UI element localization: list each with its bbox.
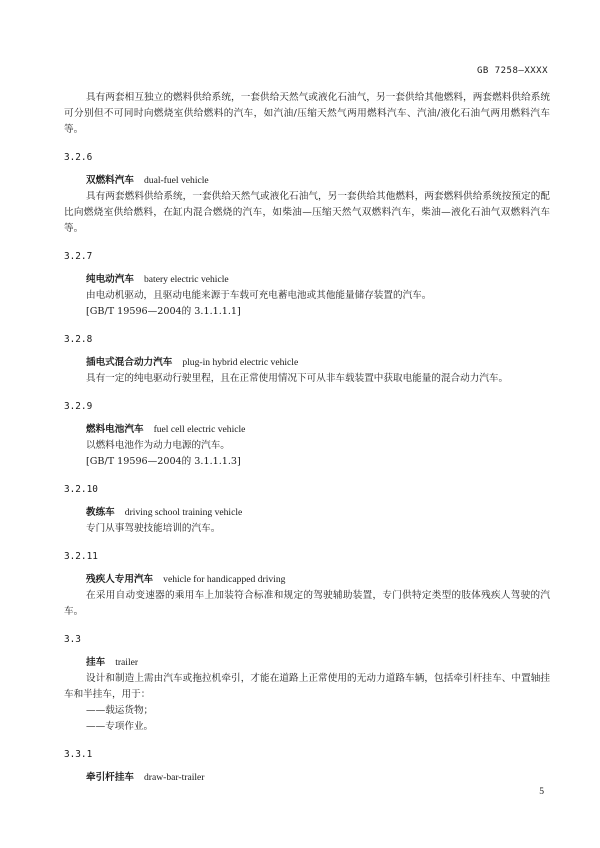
clause-number-3-2-6: 3.2.6 — [64, 152, 93, 163]
page-number: 5 — [539, 786, 544, 797]
term-en: fuel cell electric vehicle — [153, 424, 246, 435]
term-zh: 燃料电池汽车 — [86, 424, 144, 435]
term-driving-school — [64, 505, 550, 521]
definition-trailer: 设计和制造上需由汽车或拖拉机牵引，才能在道路上正常使用的无动力道路车辆，包括牵引杆挂车、中置轴挂车和半挂车，用于： — [64, 673, 550, 700]
term-zh: 牵引杆挂车 — [86, 772, 134, 783]
clause-number-3-2-11: 3.2.11 — [64, 551, 98, 562]
definition-driving-school: 专门从事驾驶技能培训的汽车。 — [86, 523, 221, 534]
term-handicapped-driving — [64, 572, 550, 588]
clause-number-3-3-1: 3.3.1 — [64, 749, 93, 760]
term-zh: 插电式混合动力汽车 — [86, 357, 173, 368]
list-item: ——专项作业。 — [86, 721, 154, 732]
term-en: driving school training vehicle — [124, 507, 243, 518]
term-battery-electric — [64, 272, 550, 288]
document-body — [64, 90, 550, 786]
clause-number-3-2-8: 3.2.8 — [64, 334, 93, 345]
term-zh: 挂车 — [86, 657, 106, 668]
term-en: dual-fuel vehicle — [143, 175, 209, 186]
reference-fuel-cell: [GB/T 19596—2004的 3.1.1.1.3] — [86, 456, 241, 467]
definition-battery-electric: 由电动机驱动，且驱动电能来源于车载可充电蓄电池或其他能量储存装置的汽车。 — [86, 290, 432, 301]
term-en: vehicle for handicapped driving — [163, 574, 286, 585]
list-item: ——载运货物； — [86, 705, 154, 716]
definition-fuel-cell: 以燃料电池作为动力电源的汽车。 — [86, 440, 230, 451]
term-plug-in-hybrid — [64, 355, 550, 371]
intro-paragraph: 具有两套相互独立的燃料供给系统，一套供给天然气或液化石油气，另一套供给其他燃料，两套燃料供给系统可分别但不可同时向燃烧室供给燃料的汽车，如汽油/压缩天然气两用燃料汽车、汽油/液化石油气两用燃料汽车等。 — [64, 92, 550, 135]
clause-number-3-2-7: 3.2.7 — [64, 251, 93, 262]
clause-number-3-2-9: 3.2.9 — [64, 401, 93, 412]
term-zh: 双燃料汽车 — [86, 175, 134, 186]
clause-number-3-3: 3.3 — [64, 634, 81, 645]
definition-dual-fuel: 具有两套燃料供给系统，一套供给天然气或液化石油气，另一套供给其他燃料，两套燃料供给系统按预定的配比向燃烧室供给燃料，在缸内混合燃烧的汽车，如柴油—压缩天然气双燃料汽车，柴油—液化石油气双燃料汽车等。 — [64, 191, 550, 234]
term-fuel-cell — [64, 422, 550, 438]
term-zh: 纯电动汽车 — [86, 274, 134, 285]
term-zh: 残疾人专用汽车 — [86, 574, 154, 585]
term-en: draw-bar-trailer — [143, 772, 205, 783]
reference-battery-electric: [GB/T 19596—2004的 3.1.1.1.1] — [86, 306, 241, 317]
term-en: trailer — [115, 657, 139, 668]
definition-handicapped-driving: 在采用自动变速器的乘用车上加装符合标准和规定的驾驶辅助装置，专门供特定类型的肢体残疾人驾驶的汽车。 — [64, 590, 550, 617]
term-dual-fuel — [64, 173, 550, 189]
definition-plug-in-hybrid: 具有一定的纯电驱动行驶里程，且在正常使用情况下可从非车载装置中获取电能量的混合动力汽车。 — [86, 373, 509, 384]
document-code-header: GB 7258—XXXX — [476, 66, 548, 76]
term-trailer — [64, 655, 550, 671]
term-draw-bar-trailer — [64, 770, 550, 786]
term-zh: 教练车 — [86, 507, 115, 518]
term-en: batery electric vehicle — [143, 274, 229, 285]
clause-number-3-2-10: 3.2.10 — [64, 484, 98, 495]
term-en: plug-in hybrid electric vehicle — [182, 357, 299, 368]
